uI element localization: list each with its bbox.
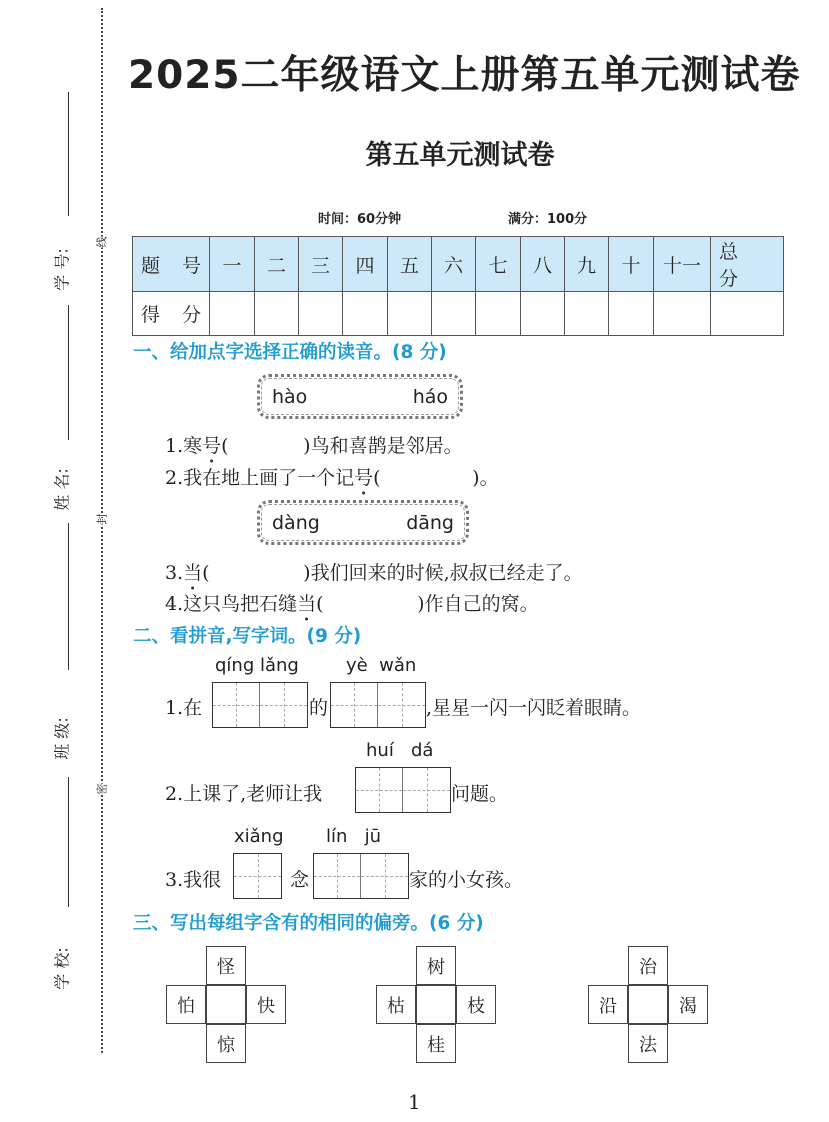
pinyin: xiǎng [234, 826, 284, 847]
score-table-header-row [133, 237, 784, 292]
name-label: 姓 名: [52, 468, 72, 511]
pinyin: qíng lǎng [215, 655, 299, 676]
score-table [132, 236, 784, 336]
score-cell[interactable] [299, 292, 343, 336]
header-cell: 二 [255, 237, 299, 292]
q2-suffix: 问题。 [451, 783, 509, 805]
score-cell[interactable] [711, 292, 784, 336]
answer-blank[interactable]: ( [221, 435, 229, 457]
q3-mid: 念 [290, 869, 310, 891]
score-cell[interactable] [255, 292, 299, 336]
header-cell: 六 [432, 237, 476, 292]
pinyin: huí dá [366, 740, 434, 761]
score-row [133, 292, 784, 336]
class-field[interactable] [68, 777, 69, 907]
answer-blank[interactable]: ( [316, 593, 324, 615]
header-cell: 三 [299, 237, 343, 292]
header-cell: 八 [521, 237, 565, 292]
seal-label-feng: 封 [95, 513, 109, 525]
writing-grid[interactable] [212, 682, 308, 728]
radical-char: 枯 [376, 985, 416, 1024]
header-cell: 五 [388, 237, 432, 292]
text: )鸟和喜鹊是邻居。 [303, 435, 463, 457]
radical-char: 惊 [206, 1024, 246, 1063]
pinyin-option: dàng [272, 511, 320, 534]
header-cell: 十一 [654, 237, 711, 292]
writing-grid[interactable] [330, 682, 426, 728]
pinyin-option: dāng [406, 511, 454, 534]
writing-grid[interactable] [355, 767, 451, 813]
radical-answer-box[interactable] [628, 985, 668, 1024]
writing-grid[interactable] [313, 853, 409, 899]
text: 2.我在地上画了一个记 [165, 467, 355, 489]
radical-char: 桂 [416, 1024, 456, 1063]
writing-grid[interactable] [233, 853, 282, 899]
student-no-label: 学 号: [52, 248, 72, 291]
school-label: 学 校: [52, 947, 72, 990]
q3-prefix: 3.我很 [165, 869, 222, 891]
seal-label-mi: 密 [95, 783, 109, 795]
pinyin-option: hào [272, 385, 308, 408]
score-cell[interactable] [654, 292, 711, 336]
student-no-line [68, 92, 69, 216]
seal-label-xian: 线 [95, 236, 109, 248]
radical-char: 树 [416, 946, 456, 985]
radical-char: 治 [628, 946, 668, 985]
section-2-heading: 二、看拼音,写字词。(9 分) [133, 626, 362, 647]
header-cell: 七 [476, 237, 521, 292]
exam-subtitle: 第五单元测试卷 [365, 140, 555, 171]
radical-char: 法 [628, 1024, 668, 1063]
header-cell: 题 号 [133, 237, 210, 292]
radical-char: 快 [246, 985, 286, 1024]
class-label: 班 级: [52, 717, 72, 760]
radical-char: 沿 [588, 985, 628, 1024]
text: )作自己的窝。 [417, 593, 539, 615]
radical-answer-box[interactable] [416, 985, 456, 1024]
q3-suffix: 家的小女孩。 [409, 869, 524, 891]
question-line [165, 589, 539, 626]
score-cell[interactable] [432, 292, 476, 336]
time-info: 时间：60分钟 [318, 212, 402, 227]
text: )我们回来的时候,叔叔已经走了。 [303, 562, 583, 584]
page-title: 2025二年级语文上册第五单元测试卷 [128, 53, 801, 98]
header-cell: 总 分 [711, 237, 784, 292]
score-cell[interactable] [565, 292, 609, 336]
dotted-char: 当 [297, 593, 317, 615]
q1-suffix: ,星星一闪一闪眨着眼睛。 [426, 697, 642, 719]
student-no-field[interactable] [68, 305, 69, 440]
radical-char: 怕 [166, 985, 206, 1024]
section-3-heading: 三、写出每组字含有的相同的偏旁。(6 分) [133, 913, 484, 934]
pinyin-choice-box [257, 374, 463, 419]
radical-char: 怪 [206, 946, 246, 985]
pinyin-choice-box [257, 500, 469, 545]
pinyin-option: háo [412, 385, 448, 408]
score-cell[interactable] [388, 292, 432, 336]
header-cell: 九 [565, 237, 609, 292]
q1-mid: 的 [309, 697, 329, 719]
score-cell[interactable] [210, 292, 255, 336]
dotted-char: 号 [354, 467, 374, 489]
q2-prefix: 2.上课了,老师让我 [165, 783, 323, 805]
text: )。 [472, 467, 499, 489]
radical-answer-box[interactable] [206, 985, 246, 1024]
q1-prefix: 1.在 [165, 697, 203, 719]
pinyin: yè wǎn [346, 655, 417, 676]
score-row-label: 得 分 [133, 292, 210, 336]
score-cell[interactable] [521, 292, 565, 336]
score-cell[interactable] [343, 292, 388, 336]
score-cell[interactable] [476, 292, 521, 336]
answer-blank[interactable]: ( [373, 467, 381, 489]
radical-char: 枝 [456, 985, 496, 1024]
header-cell: 一 [210, 237, 255, 292]
name-field[interactable] [68, 523, 69, 670]
section-1-heading: 一、给加点字选择正确的读音。(8 分) [133, 342, 447, 363]
full-score-info: 满分：100分 [508, 212, 588, 227]
dotted-char: 号 [202, 435, 222, 457]
text: 1.寒 [165, 435, 203, 457]
question-line [165, 463, 499, 500]
header-cell: 四 [343, 237, 388, 292]
header-cell: 十 [609, 237, 654, 292]
pinyin: lín jū [326, 826, 381, 847]
text: 3. [165, 562, 184, 584]
answer-blank[interactable]: ( [202, 562, 210, 584]
radical-char: 渴 [668, 985, 708, 1024]
dotted-char: 当 [183, 562, 203, 584]
text: 4.这只鸟把石缝 [165, 593, 298, 615]
binding-dashed-line [101, 8, 103, 1053]
score-cell[interactable] [609, 292, 654, 336]
page-number: 1 [408, 1090, 421, 1114]
